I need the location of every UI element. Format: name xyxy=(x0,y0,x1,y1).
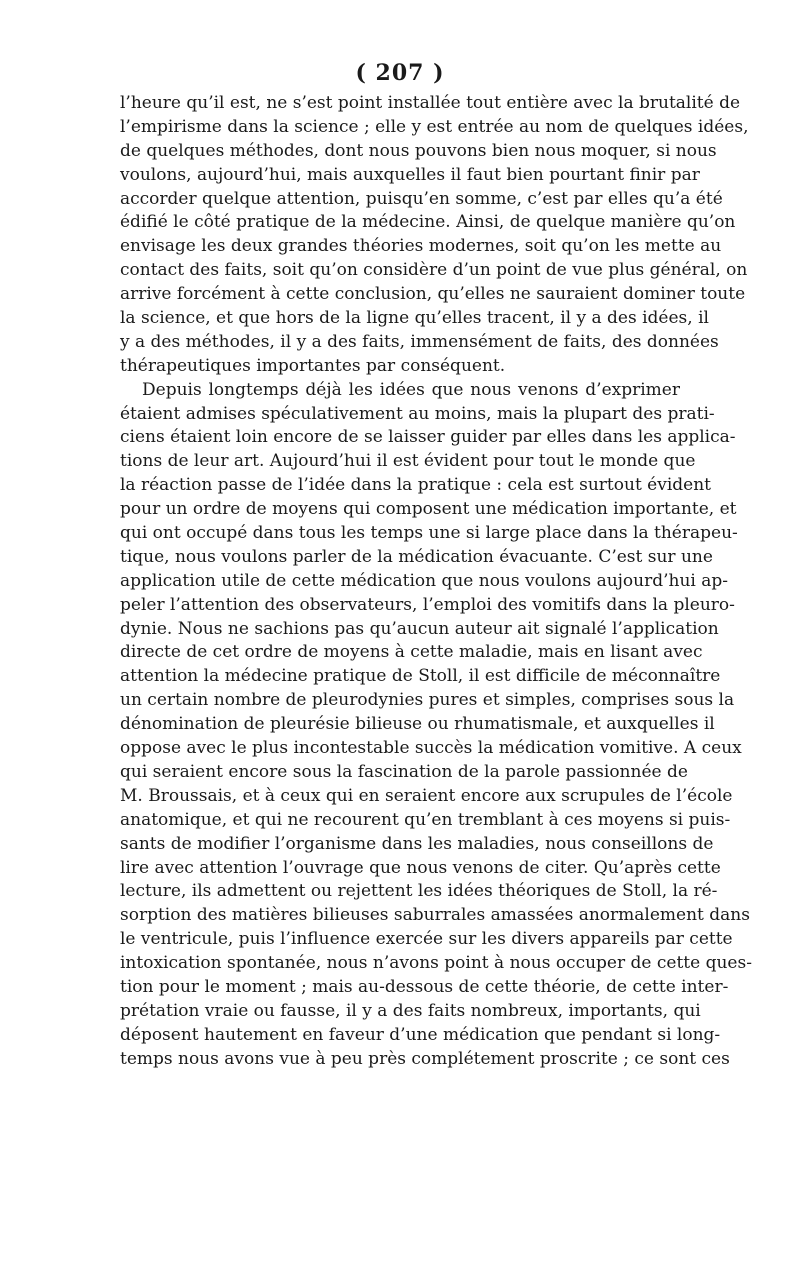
text-line: lire avec attention l’ouvrage que nous venons de citer. Qu’après cette xyxy=(120,857,721,878)
text-line: envisage les deux grandes théories modernes, soit qu’on les mette au xyxy=(120,236,722,257)
text-line: tions de leur art. Aujourd’hui il est évident pour tout le monde que xyxy=(120,451,696,472)
text-line: attention la médecine pratique de Stoll, il est difficile de méconnaître xyxy=(120,666,721,687)
paragraph-start-line: Depuis longtemps déjà les idées que nous venons d’exprimer xyxy=(142,379,680,400)
body-text xyxy=(120,92,752,1072)
text-line: dénomination de pleurésie bilieuse ou rhumatismale, et auxquelles il xyxy=(120,714,715,735)
text-line: le ventricule, puis l’influence exercée sur les divers appareils par cette xyxy=(120,929,733,950)
text-line: dynie. Nous ne sachions pas qu’aucun auteur ait signalé l’application xyxy=(120,618,719,639)
text-line: de quelques méthodes, dont nous pouvons bien nous moquer, si nous xyxy=(120,140,717,161)
text-line: étaient admises spéculativement au moins, mais la plupart des prati- xyxy=(120,403,715,424)
text-line: sants de modifier l’organisme dans les maladies, nous conseillons de xyxy=(120,833,714,854)
text-line: M. Broussais, et à ceux qui en seraient encore aux scrupules de l’école xyxy=(120,785,733,806)
text-line: un certain nombre de pleurodynies pures et simples, comprises sous la xyxy=(120,690,735,711)
text-line: qui seraient encore sous la fascination de la parole passionnée de xyxy=(120,761,688,782)
text-line: thérapeutiques importantes par conséquent. xyxy=(120,355,506,376)
text-line: application utile de cette médication que nous voulons aujourd’hui ap- xyxy=(120,570,729,591)
text-line: anatomique, et qui ne recourent qu’en tremblant à ces moyens si puis- xyxy=(120,809,731,830)
text-line: oppose avec le plus incontestable succès la médication vomitive. A ceux xyxy=(120,738,742,759)
text-line: accorder quelque attention, puisqu’en somme, c’est par elles qu’a été xyxy=(120,188,723,209)
text-line: contact des faits, soit qu’on considère d’un point de vue plus général, on xyxy=(120,260,748,281)
text-line: peler l’attention des observateurs, l’emploi des vomitifs dans la pleuro- xyxy=(120,594,735,615)
text-line: l’heure qu’il est, ne s’est point installée tout entière avec la brutalité de xyxy=(120,93,741,113)
text-line: la science, et que hors de la ligne qu’elles tracent, il y a des idées, il xyxy=(120,308,709,329)
text-line: pour un ordre de moyens qui composent une médication importante, et xyxy=(120,499,737,520)
text-line: tique, nous voulons parler de la médication évacuante. C’est sur une xyxy=(120,546,713,567)
text-line: tion pour le moment ; mais au-dessous de cette théorie, de cette inter- xyxy=(120,976,729,997)
text-line: lecture, ils admettent ou rejettent les idées théoriques de Stoll, la ré- xyxy=(120,881,718,902)
text-line: l’empirisme dans la science ; elle y est entrée au nom de quelques idées, xyxy=(120,116,749,137)
text-line: temps nous avons vue à peu près complétement proscrite ; ce sont ces xyxy=(120,1048,730,1069)
text-line: qui ont occupé dans tous les temps une si large place dans la thérapeu- xyxy=(120,523,738,544)
text-line: y a des méthodes, il y a des faits, immensément de faits, des données xyxy=(120,331,719,352)
text-line: édifié le côté pratique de la médecine. Ainsi, de quelque manière qu’on xyxy=(120,212,736,233)
text-line: arrive forcément à cette conclusion, qu’elles ne sauraient dominer toute xyxy=(120,284,746,305)
text-line: prétation vraie ou fausse, il y a des faits nombreux, importants, qui xyxy=(120,1000,701,1021)
text-line: ciens étaient loin encore de se laisser guider par elles dans les applica- xyxy=(120,427,736,448)
text-line: intoxication spontanée, nous n’avons point à nous occuper de cette ques- xyxy=(120,953,752,974)
text-line: la réaction passe de l’idée dans la pratique : cela est surtout évident xyxy=(120,475,711,496)
page-number: ( 207 ) xyxy=(355,60,445,86)
text-line: déposent hautement en faveur d’une médication que pendant si long- xyxy=(120,1024,721,1045)
text-line: sorption des matières bilieuses saburrales amassées anormalement dans xyxy=(120,905,750,926)
text-line: voulons, aujourd’hui, mais auxquelles il faut bien pourtant finir par xyxy=(120,164,700,185)
text-line: directe de cet ordre de moyens à cette maladie, mais en lisant avec xyxy=(120,642,703,663)
